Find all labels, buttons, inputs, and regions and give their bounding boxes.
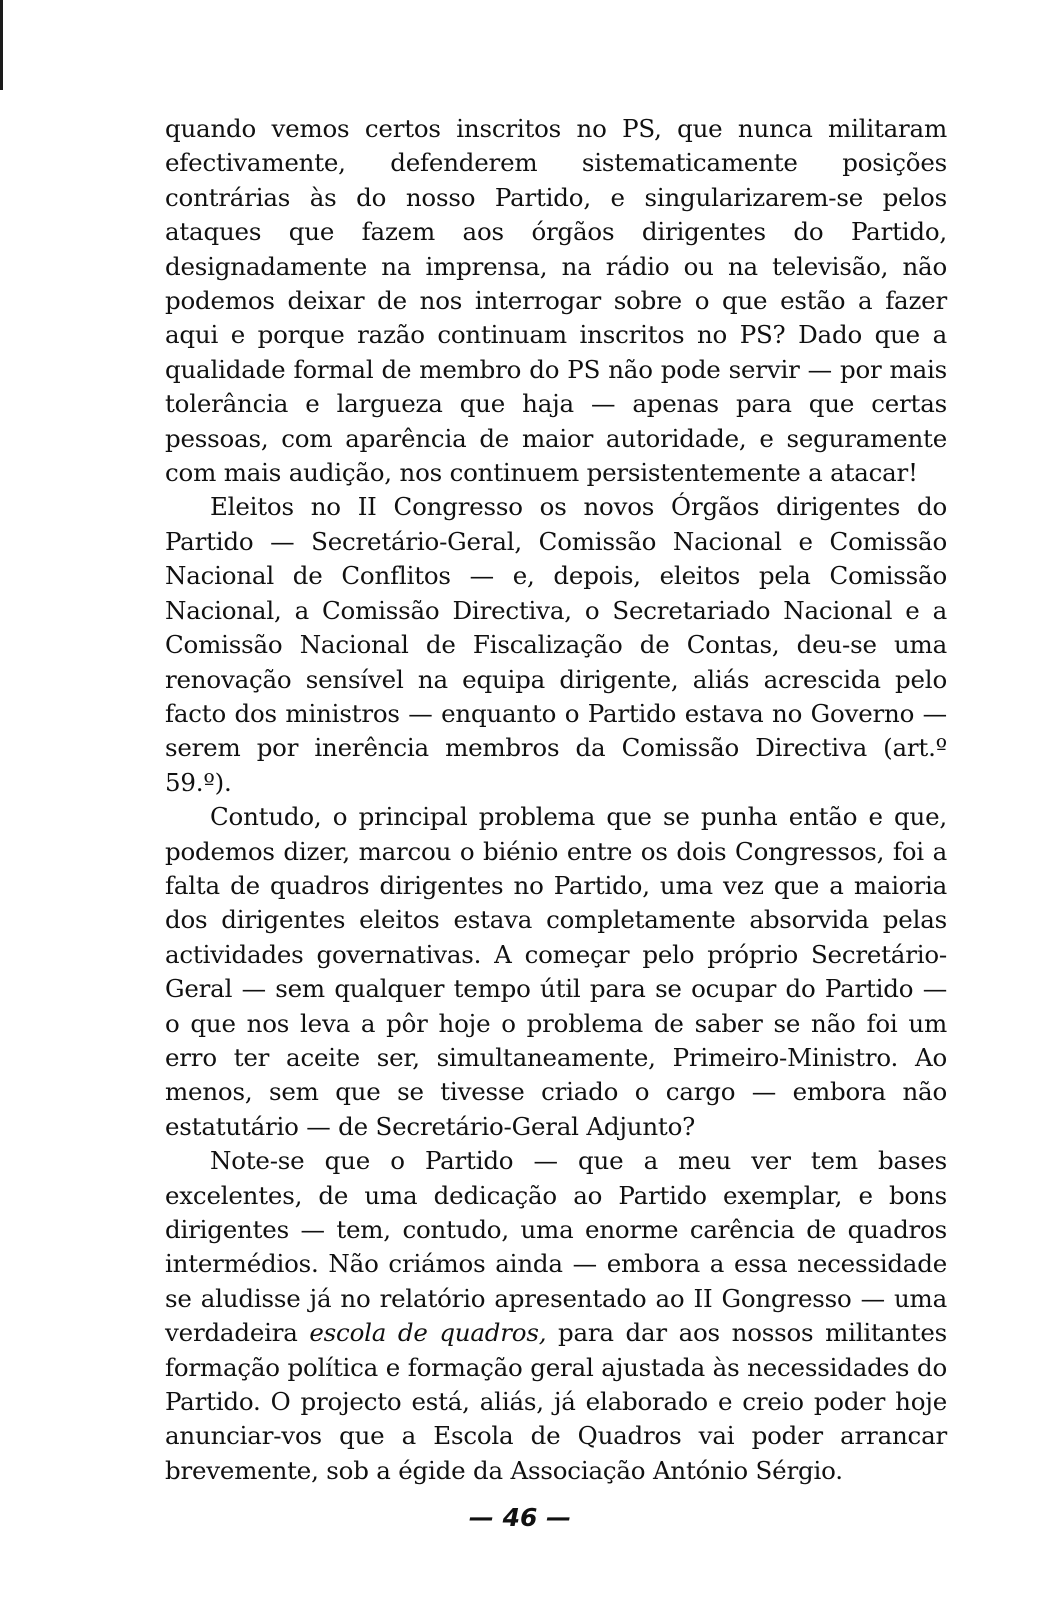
paragraph-4-text-before: Note-se que o Partido — que a meu ver tem bases excelentes, de uma dedicação ao Partido exemplar, e bons dirigentes — tem, contudo, uma enorme carência de quadros intermédios. Não criámos ainda — embora a essa necessidade se aludisse já no relatório apresentado ao II Gongresso — uma verdadeira — [165, 1146, 947, 1348]
paragraph-4-text-after: para dar aos nossos militantes formação política e formação geral ajustada às necessidades do Partido. O projecto está, aliás, já elaborado e creio poder hoje anunciar-vos que a Escola de Quadros vai poder arrancar brevemente, sob a égide da Associação António Sérgio. — [165, 1318, 947, 1485]
paragraph-2: Eleitos no II Congresso os novos Órgãos dirigentes do Partido — Secretário-Geral, Comissão Nacional e Comissão Nacional de Conflitos — e, depois, eleitos pela Comissão Nacional, a Comissão Directiva, o Secretariado Nacional e a Comissão Nacional de Fiscalização de Contas, deu-se uma renovação sensível na equipa dirigente, aliás acrescida pelo facto dos ministros — enquanto o Partido estava no Governo — serem por inerência membros da Comissão Directiva (art.º 59.º). — [165, 492, 947, 797]
paragraph-4-emphasis: escola de quadros, — [309, 1318, 547, 1348]
scan-edge-mark — [0, 0, 3, 90]
paragraph-1: quando vemos certos inscritos no PS, que nunca militaram efectivamente, defenderem sistematicamente posições contrárias às do nosso Partido, e singularizarem-se pelos ataques que fazem aos órgãos dirigentes do Partido, designadamente na imprensa, na rádio ou na televisão, não podemos deixar de nos interrogar sobre o que estão a fazer aqui e porque razão continuam inscritos no PS? Dado que a qualidade formal de membro do PS não pode servir — por mais tolerância e largueza que haja — apenas para que certas pessoas, com aparência de maior autoridade, e seguramente com mais audição, nos continuem persistentemente a atacar! — [165, 114, 947, 488]
document-body — [165, 112, 947, 1488]
paragraph-4 — [165, 1144, 947, 1488]
paragraph-3: Contudo, o principal problema que se punha então e que, podemos dizer, marcou o biénio entre os dois Congressos, foi a falta de quadros dirigentes no Partido, uma vez que a maioria dos dirigentes eleitos estava completamente absorvida pelas actividades governativas. A começar pelo próprio Secretário-Geral — sem qualquer tempo útil para se ocupar do Partido — o que nos leva a pôr hoje o problema de saber se não foi um erro ter aceite ser, simultaneamente, Primeiro-Ministro. Ao menos, sem que se tivesse criado o cargo — embora não estatutário — de Secretário-Geral Adjunto? — [165, 802, 947, 1141]
page-number: — 46 — — [468, 1503, 572, 1532]
